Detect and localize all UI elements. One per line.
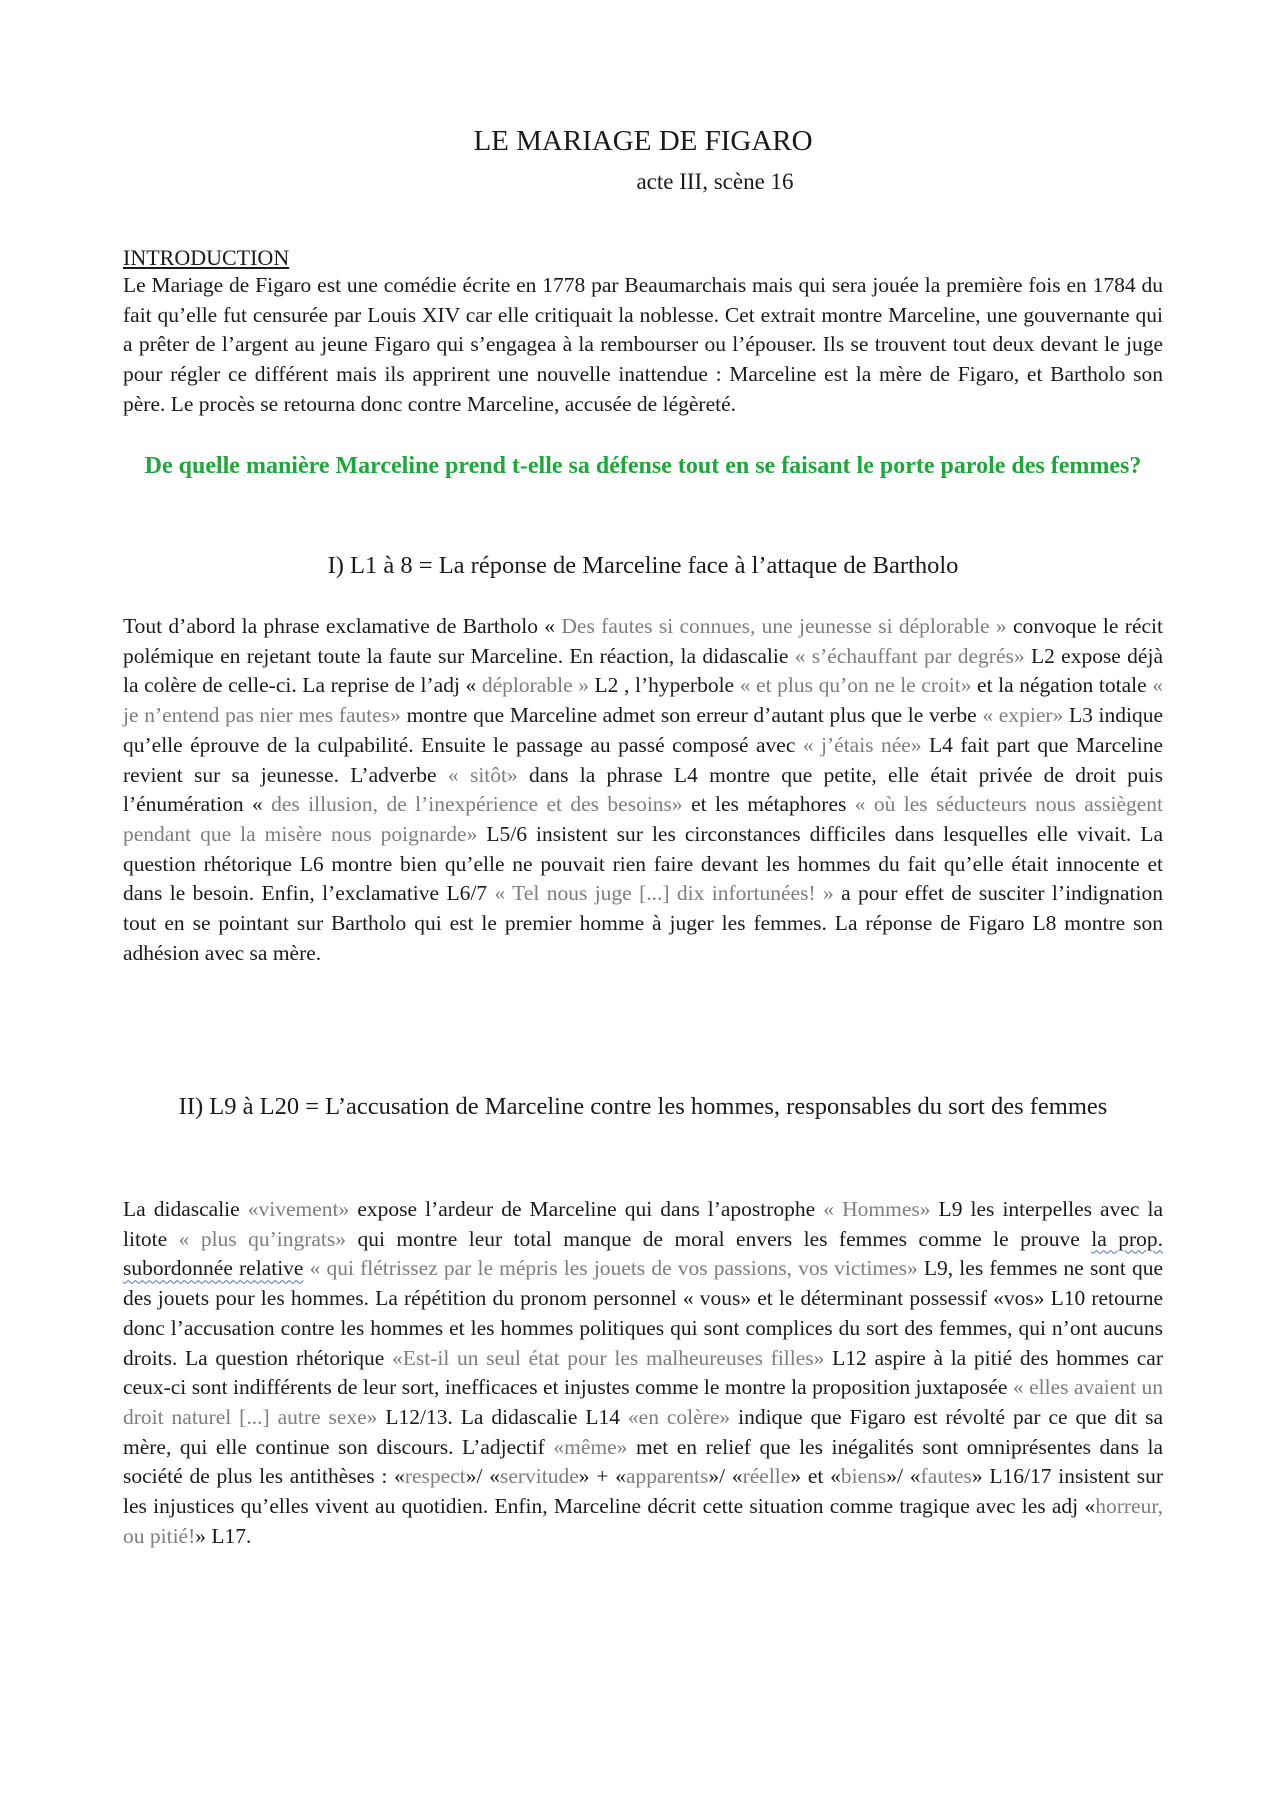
- text-segment: L9, les femmes ne sont que des jouets pour les hommes. La répétition du pronom personnel « vous» et le déterminant possessif «vos» L10 retourne donc l’accusation contre les hommes et les hommes politiques qui sont complices du sort des femmes, qui n’ont aucuns droits. La question rhétorique: [123, 1256, 1163, 1370]
- quotation: « Tel nous juge [...] dix infortunées! »: [494, 881, 834, 906]
- text-segment: met en relief que les inégalités sont omniprésentes dans la société de plus les antithèses : «: [123, 1434, 1164, 1489]
- text-segment: » L16/17 insistent sur les injustices qu’elles vivent au quotidien. Enfin, Marceline décrit cette situation comme tragique avec les adj «: [123, 1464, 1163, 1519]
- quotation: « Hommes»: [823, 1197, 931, 1221]
- quotation: «Est-il un seul état pour les malheureuses filles»: [392, 1345, 825, 1370]
- quotation: « s’échauffant par degrés»: [794, 643, 1025, 668]
- text-segment: indique que Figaro est révolté par ce que dit sa mère, qui elle continue son discours. L’adjectif: [123, 1404, 1163, 1459]
- quotation: « qui flétrissez par le mépris les jouets de vos passions, vos victimes»: [309, 1256, 918, 1281]
- text-segment: et les métaphores: [682, 792, 855, 817]
- quotation: « je n’entend pas nier mes fautes»: [123, 673, 1163, 728]
- quotation: respect: [404, 1464, 466, 1489]
- section-1-paragraph: [123, 612, 1163, 968]
- section-2-heading: II) L9 à L20 = L’accusation de Marceline contre les hommes, responsables du sort des femmes: [178, 1093, 1108, 1120]
- text-segment: L12/13. La didascalie L14: [377, 1404, 628, 1429]
- quotation: apparents: [625, 1464, 709, 1489]
- quotation: fautes: [920, 1464, 972, 1489]
- text-segment: » + «: [578, 1464, 626, 1489]
- introduction-heading: INTRODUCTION: [123, 245, 290, 270]
- text-segment: montre que Marceline admet son erreur d’autant plus que le verbe: [400, 703, 983, 728]
- text-segment: et la négation totale: [971, 673, 1153, 698]
- text-segment: »/ «: [708, 1464, 743, 1489]
- section-1-heading: I) L1 à 8 = La réponse de Marceline face à l’attaque de Bartholo: [327, 552, 959, 579]
- quotation: Des fautes si connues, une jeunesse si déplorable »: [561, 614, 1007, 638]
- grammar-marked-phrase: la prop. subordonnée relative: [123, 1226, 1163, 1281]
- text-segment: expose l’ardeur de Marceline qui dans l’apostrophe: [349, 1197, 824, 1221]
- text-segment: L3 indique qu’elle éprouve de la culpabilité. Ensuite le passage au passé composé avec: [123, 703, 1164, 757]
- quotation: « sitôt»: [447, 762, 518, 787]
- text-segment: » L17.: [195, 1523, 252, 1548]
- quotation: « et plus qu’on ne le croit»: [739, 673, 972, 698]
- text-segment: L9 les interpelles avec la litote: [123, 1197, 1164, 1251]
- quotation: horreur, ou pitié!: [123, 1494, 1163, 1548]
- quotation: « plus qu’ingrats»: [178, 1226, 347, 1251]
- quotation: «en colère»: [627, 1404, 731, 1429]
- quotation: « j’étais née»: [802, 732, 922, 757]
- quotation: « expier»: [982, 703, 1064, 728]
- introduction-paragraph: Le Mariage de Figaro est une comédie écrite en 1778 par Beaumarchais mais qui sera jouée la première fois en 1784 du fait qu’elle fut censurée par Louis XIV car elle critiquait la noblesse. Cet extrait montre Marceline, une gouvernante qui a prêter de l’argent au jeune Figaro qui s’engagea à la rembourser ou l’épouser. Ils se trouvent tout deux devant le juge pour régler ce différent mais ils apprirent une nouvelle inattendue : Marceline est la mère de Figaro, et Bartholo son père. Le procès se retourna donc contre Marceline, accusée de légèreté.: [123, 273, 1163, 416]
- text-segment: qui montre leur total manque de moral envers les femmes comme le prouve: [346, 1226, 1092, 1251]
- quotation: « elles avaient un droit naturel [...] autre sexe»: [123, 1375, 1163, 1429]
- problematique: De quelle manière Marceline prend t-elle sa défense tout en se faisant le porte parole des femmes?: [144, 453, 1142, 479]
- quotation: «même»: [553, 1434, 628, 1459]
- quotation: biens: [840, 1464, 887, 1489]
- text-segment: dans la phrase L4 montre que petite, elle était privée de droit puis l’énumération «: [123, 762, 1163, 817]
- text-segment: L2 , l’hyperbole: [588, 673, 740, 698]
- quotation: servitude: [499, 1464, 579, 1489]
- section-2-paragraph: [123, 1195, 1163, 1551]
- document-subtitle: acte III, scène 16: [636, 169, 794, 194]
- text-segment: »/ «: [886, 1464, 921, 1489]
- text-segment: L4 fait part que Marceline revient sur sa jeunesse. L’adverbe: [123, 732, 1163, 787]
- document-title: LE MARIAGE DE FIGARO: [473, 125, 813, 157]
- quotation: déplorable »: [481, 673, 589, 698]
- quotation: réelle: [742, 1464, 791, 1489]
- text-segment: L12 aspire à la pitié des hommes car ceux-ci sont indifférents de leur sort, inefficaces et injustes comme le montre la proposition juxtaposée: [123, 1345, 1163, 1400]
- text-segment: » et «: [790, 1464, 841, 1489]
- quotation: des illusion, de l’inexpérience et des besoins»: [271, 792, 683, 817]
- text-segment: La didascalie: [123, 1197, 248, 1221]
- quotation: «vivement»: [247, 1197, 350, 1221]
- text-segment: convoque le récit polémique en rejetant toute la faute sur Marceline. En réaction, la didascalie: [123, 614, 1163, 668]
- quotation: « où les séducteurs nous assiègent pendant que la misère nous poignarde»: [123, 792, 1163, 846]
- text-segment: L5/6 insistent sur les circonstances difficiles dans lesquelles elle vivait. La question rhétorique L6 montre bien qu’elle ne pouvait rien faire devant les hommes du fait qu’elle était innocente et dans le besoin. Enfin, l’exclamative L6/7: [123, 821, 1163, 906]
- text-segment: a pour effet de susciter l’indignation tout en se pointant sur Bartholo qui est le premier homme à juger les femmes. La réponse de Figaro L8 montre son adhésion avec sa mère.: [123, 881, 1164, 965]
- text-segment: L2 expose déjà la colère de celle-ci. La reprise de l’adj «: [123, 643, 1163, 698]
- text-segment: Tout d’abord la phrase exclamative de Bartholo «: [123, 614, 562, 638]
- text-segment: »/ «: [465, 1464, 500, 1489]
